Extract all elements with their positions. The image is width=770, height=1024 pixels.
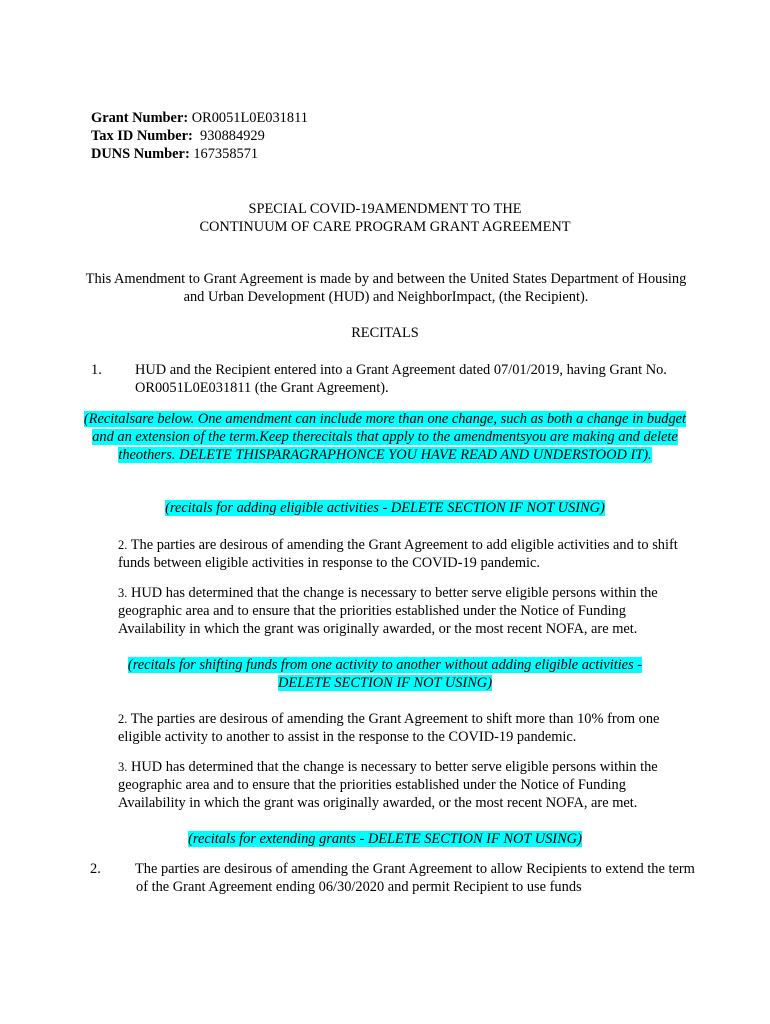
duns-row (91, 145, 591, 163)
recitals-heading: RECITALS (351, 325, 419, 341)
shift-recital-3-number: 3. (118, 760, 128, 774)
intro-paragraph: This Amendment to Grant Agreement is made by and between the United States Department of Housing and Urban Development (HUD) and NeighborImpact, (the Recipient). (85, 271, 687, 305)
eligible-section-note (60, 499, 710, 517)
shift-recital-3 (118, 758, 688, 812)
tax-id-row (91, 127, 591, 145)
shift-recital-3-text: HUD has determined that the change is necessary to better serve eligible persons within the geographic area and to ensure that the priorities established under the Notice of Funding Availability in which the grant was originally awarded, or the most recent NOFA, are met. (118, 759, 658, 811)
eligible-recital-3-text: HUD has determined that the change is necessary to better serve eligible persons within the geographic area and to ensure that the priorities established under the Notice of Funding Availability in which the grant was originally awarded, or the most recent NOFA, are met. (118, 585, 658, 637)
title-line-1: SPECIAL COVID-19AMENDMENT TO THE (248, 201, 522, 217)
instruction-note (80, 410, 690, 464)
eligible-recital-2 (118, 536, 688, 572)
tax-id-label: Tax ID Number: (91, 128, 193, 144)
grant-number-row (91, 109, 591, 127)
grant-number-value: OR0051L0E031811 (191, 110, 308, 126)
shift-section-note (60, 656, 710, 692)
extend-recital-2-number: 2. (90, 861, 101, 877)
grant-identifiers (91, 109, 591, 163)
eligible-recital-3 (118, 584, 688, 638)
extend-recital-2 (90, 860, 706, 896)
shift-section-note-line-2: DELETE SECTION IF NOT USING) (277, 675, 492, 691)
title-line-2: CONTINUUM OF CARE PROGRAM GRANT AGREEMENT (199, 219, 571, 235)
extend-section-note (60, 830, 710, 848)
recital-1-text: HUD and the Recipient entered into a Grant Agreement dated 07/01/2019, having Grant No. OR0051L0E031811 (the Grant Agreement). (135, 362, 667, 396)
tax-id-value: 930884929 (200, 128, 265, 144)
instruction-note-text: (Recitalsare below. One amendment can include more than one change, such as both a change in budget and an extension of the term.Keep therecitals that apply to the amendmentsyou are making and delete theothers. DELETE THISPARAGRAPHONCE YOU HAVE READ AND UNDERSTOOD IT). (83, 411, 687, 463)
shift-section-note-line-1: (recitals for shifting funds from one activity to another without adding eligible activities - (127, 657, 643, 673)
duns-value: 167358571 (193, 146, 259, 162)
extend-recital-2-text: The parties are desirous of amending the Grant Agreement to allow Recipients to extend the term of the Grant Agreement ending 06/30/2020 and permit Recipient to use funds (135, 861, 695, 895)
duns-label: DUNS Number: (91, 146, 190, 162)
grant-number-label: Grant Number: (91, 110, 189, 126)
eligible-recital-3-number: 3. (118, 586, 128, 600)
eligible-recital-2-number: 2. (118, 538, 128, 552)
eligible-recital-2-text: The parties are desirous of amending the Grant Agreement to add eligible activities and to shift funds between eligible activities in response to the COVID-19 pandemic. (118, 537, 678, 571)
recital-1 (91, 361, 705, 397)
shift-recital-2-number: 2. (118, 712, 128, 726)
shift-recital-2-text: The parties are desirous of amending the Grant Agreement to shift more than 10% from one eligible activity to another to assist in the response to the COVID-19 pandemic. (118, 711, 660, 745)
document-title (60, 200, 710, 236)
extend-section-note-text: (recitals for extending grants - DELETE SECTION IF NOT USING) (188, 831, 582, 847)
eligible-section-note-text: (recitals for adding eligible activities - DELETE SECTION IF NOT USING) (165, 500, 605, 516)
shift-recital-2 (118, 710, 688, 746)
recital-1-number: 1. (91, 362, 102, 378)
